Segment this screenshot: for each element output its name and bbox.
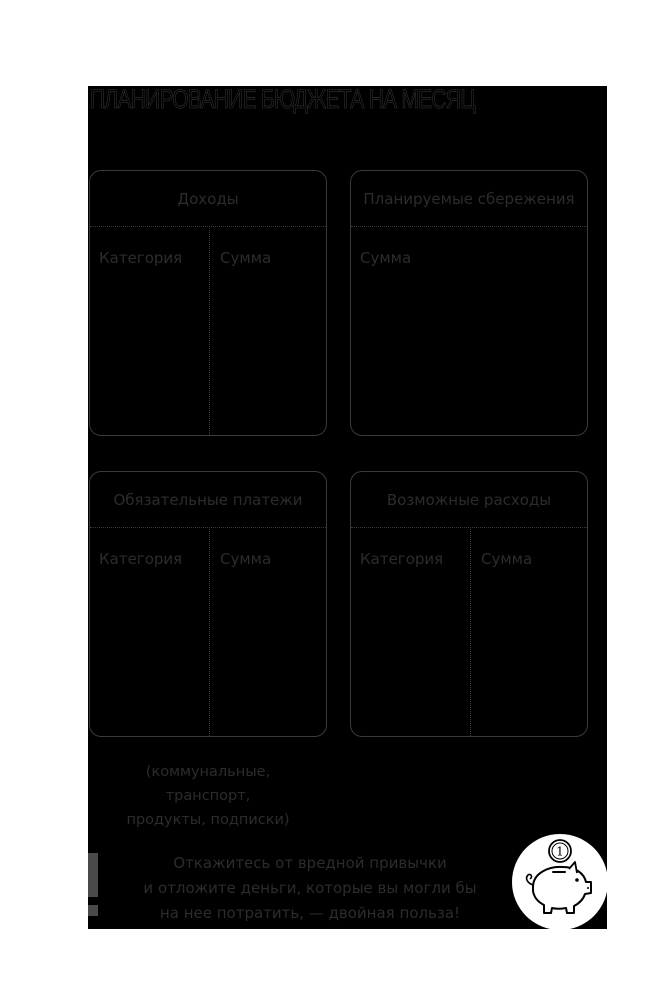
income-category-label: Категория <box>99 249 183 267</box>
tip-line: и отложите деньги, которые вы могли бы <box>143 879 477 897</box>
savings-sum-label: Сумма <box>360 249 412 267</box>
note-line: (коммунальные, <box>145 764 271 780</box>
mandatory-category-label: Категория <box>99 550 183 568</box>
possible-sum-label: Сумма <box>481 550 533 568</box>
savings-box-title: Планируемые сбережения <box>351 171 587 227</box>
possible-expenses-box <box>350 471 588 737</box>
tip-text <box>110 851 510 926</box>
income-sum-label: Сумма <box>220 249 272 267</box>
tip-line: Откажитесь от вредной привычки <box>173 854 447 872</box>
coin-label: 1 <box>556 844 564 859</box>
piggy-bank-icon <box>511 833 609 931</box>
possible-box-title: Возможные расходы <box>351 472 587 528</box>
column-divider <box>209 228 210 435</box>
column-divider <box>470 529 471 736</box>
note-line: транспорт, <box>165 788 251 804</box>
exclamation-icon <box>88 853 98 917</box>
income-box-title: Доходы <box>90 171 326 227</box>
mandatory-note <box>108 760 308 832</box>
tip-line: на нее потратить, — двойная польза! <box>159 904 461 922</box>
page-title: ПЛАНИРОВАНИЕ БЮДЖЕТА НА МЕСЯЦ <box>90 84 476 114</box>
coin-icon <box>549 840 571 862</box>
column-divider <box>209 529 210 736</box>
mandatory-box-title: Обязательные платежи <box>90 472 326 528</box>
note-line: продукты, подписки) <box>126 812 290 828</box>
savings-box <box>350 170 588 436</box>
income-box <box>89 170 327 436</box>
mandatory-sum-label: Сумма <box>220 550 272 568</box>
mandatory-payments-box <box>89 471 327 737</box>
possible-category-label: Категория <box>360 550 444 568</box>
